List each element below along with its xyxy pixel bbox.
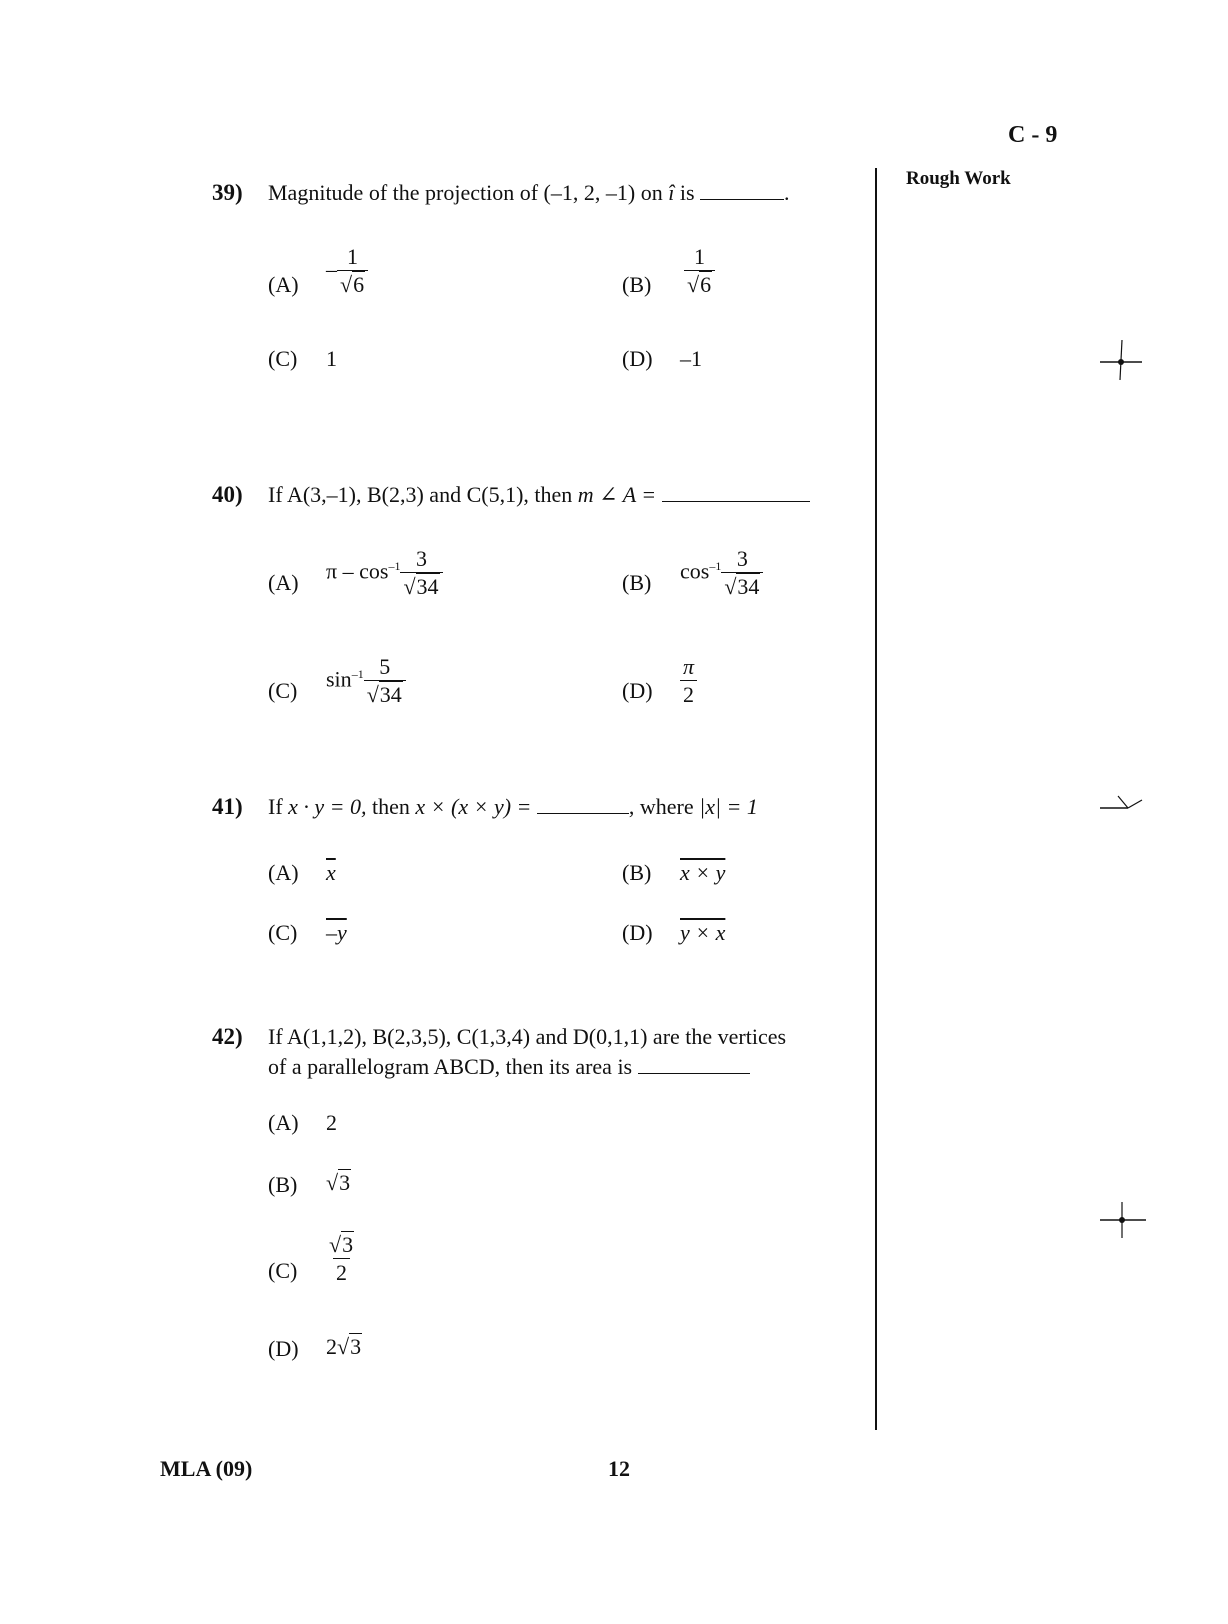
registration-mark-icon — [1098, 336, 1144, 382]
q40-option-a: π – $\cos^{-1}$ $\frac{3}{√34}$ — [326, 546, 443, 601]
q41-option-d: y × x — [680, 920, 726, 945]
q42-option-b-label: (B) — [268, 1172, 298, 1197]
q39-option-c-label: (C) — [268, 346, 298, 371]
q41-option-b: x × y — [680, 860, 726, 885]
column-divider — [875, 168, 877, 1430]
q42-option-a: 2 — [326, 1110, 337, 1135]
q40-number: 40) — [212, 482, 243, 507]
q40-option-a-label: (A) — [268, 570, 299, 595]
q40-option-b: $\cos^{-1}$ $\frac{3}{√34}$ — [680, 546, 763, 601]
q41-option-c: –y — [326, 920, 347, 945]
q39-option-d: –1 — [680, 346, 702, 371]
q41-option-b-label: (B) — [622, 860, 652, 885]
q39-text: Magnitude of the projection of (–1, 2, –1) on î is . — [268, 180, 790, 205]
q40-option-d: $\frac{\pi}{2}$ — [680, 654, 697, 709]
registration-mark-icon — [1098, 790, 1144, 820]
q39-option-a: – $\frac{1}{√6}$ — [326, 244, 368, 299]
page-code: C - 9 — [1008, 122, 1058, 148]
q39-option-d-label: (D) — [622, 346, 653, 371]
q41-option-a: $\overline{x}$ — [326, 860, 336, 885]
rough-work-label: Rough Work — [906, 168, 1011, 189]
q39-option-a-label: (A) — [268, 272, 299, 297]
q40-option-b-label: (B) — [622, 570, 652, 595]
q42-option-b: √3 — [326, 1170, 351, 1195]
q41-text: If x · y = 0, then x × (x × y) = , where |x| = 1 — [268, 794, 758, 819]
q39-option-c: 1 — [326, 346, 337, 371]
q42-option-a-label: (A) — [268, 1110, 299, 1135]
q42-option-d: 2√3 — [326, 1334, 362, 1359]
q40-option-c-label: (C) — [268, 678, 298, 703]
q42-option-d-label: (D) — [268, 1336, 299, 1361]
q42-line2: of a parallelogram ABCD, then its area is — [268, 1052, 750, 1082]
q40-text: If A(3,–1), B(2,3) and C(5,1), then m ∠ A = — [268, 480, 810, 510]
q41-option-d-label: (D) — [622, 920, 653, 945]
q42-option-c: $\frac{√3}{2}$ — [329, 1232, 354, 1285]
q40-option-d-label: (D) — [622, 678, 653, 703]
q41-number: 41) — [212, 794, 243, 819]
paper-code: MLA (09) — [160, 1456, 253, 1481]
q42-option-c-label: (C) — [268, 1258, 298, 1283]
q42-line1: If A(1,1,2), B(2,3,5), C(1,3,4) and D(0,1,1) are the vertices — [268, 1024, 787, 1049]
q39-number: 39) — [212, 180, 243, 205]
q39-option-b-label: (B) — [622, 272, 652, 297]
q42-number: 42) — [212, 1024, 243, 1049]
registration-mark-icon — [1098, 1198, 1148, 1244]
q39-option-b: $\frac{1}{√6}$ — [684, 244, 715, 299]
q41-option-a-label: (A) — [268, 860, 299, 885]
page-number: 12 — [608, 1456, 630, 1481]
q41-option-c-label: (C) — [268, 920, 298, 945]
q40-option-c: $\sin^{-1}$ $\frac{5}{√34}$ — [326, 654, 406, 709]
